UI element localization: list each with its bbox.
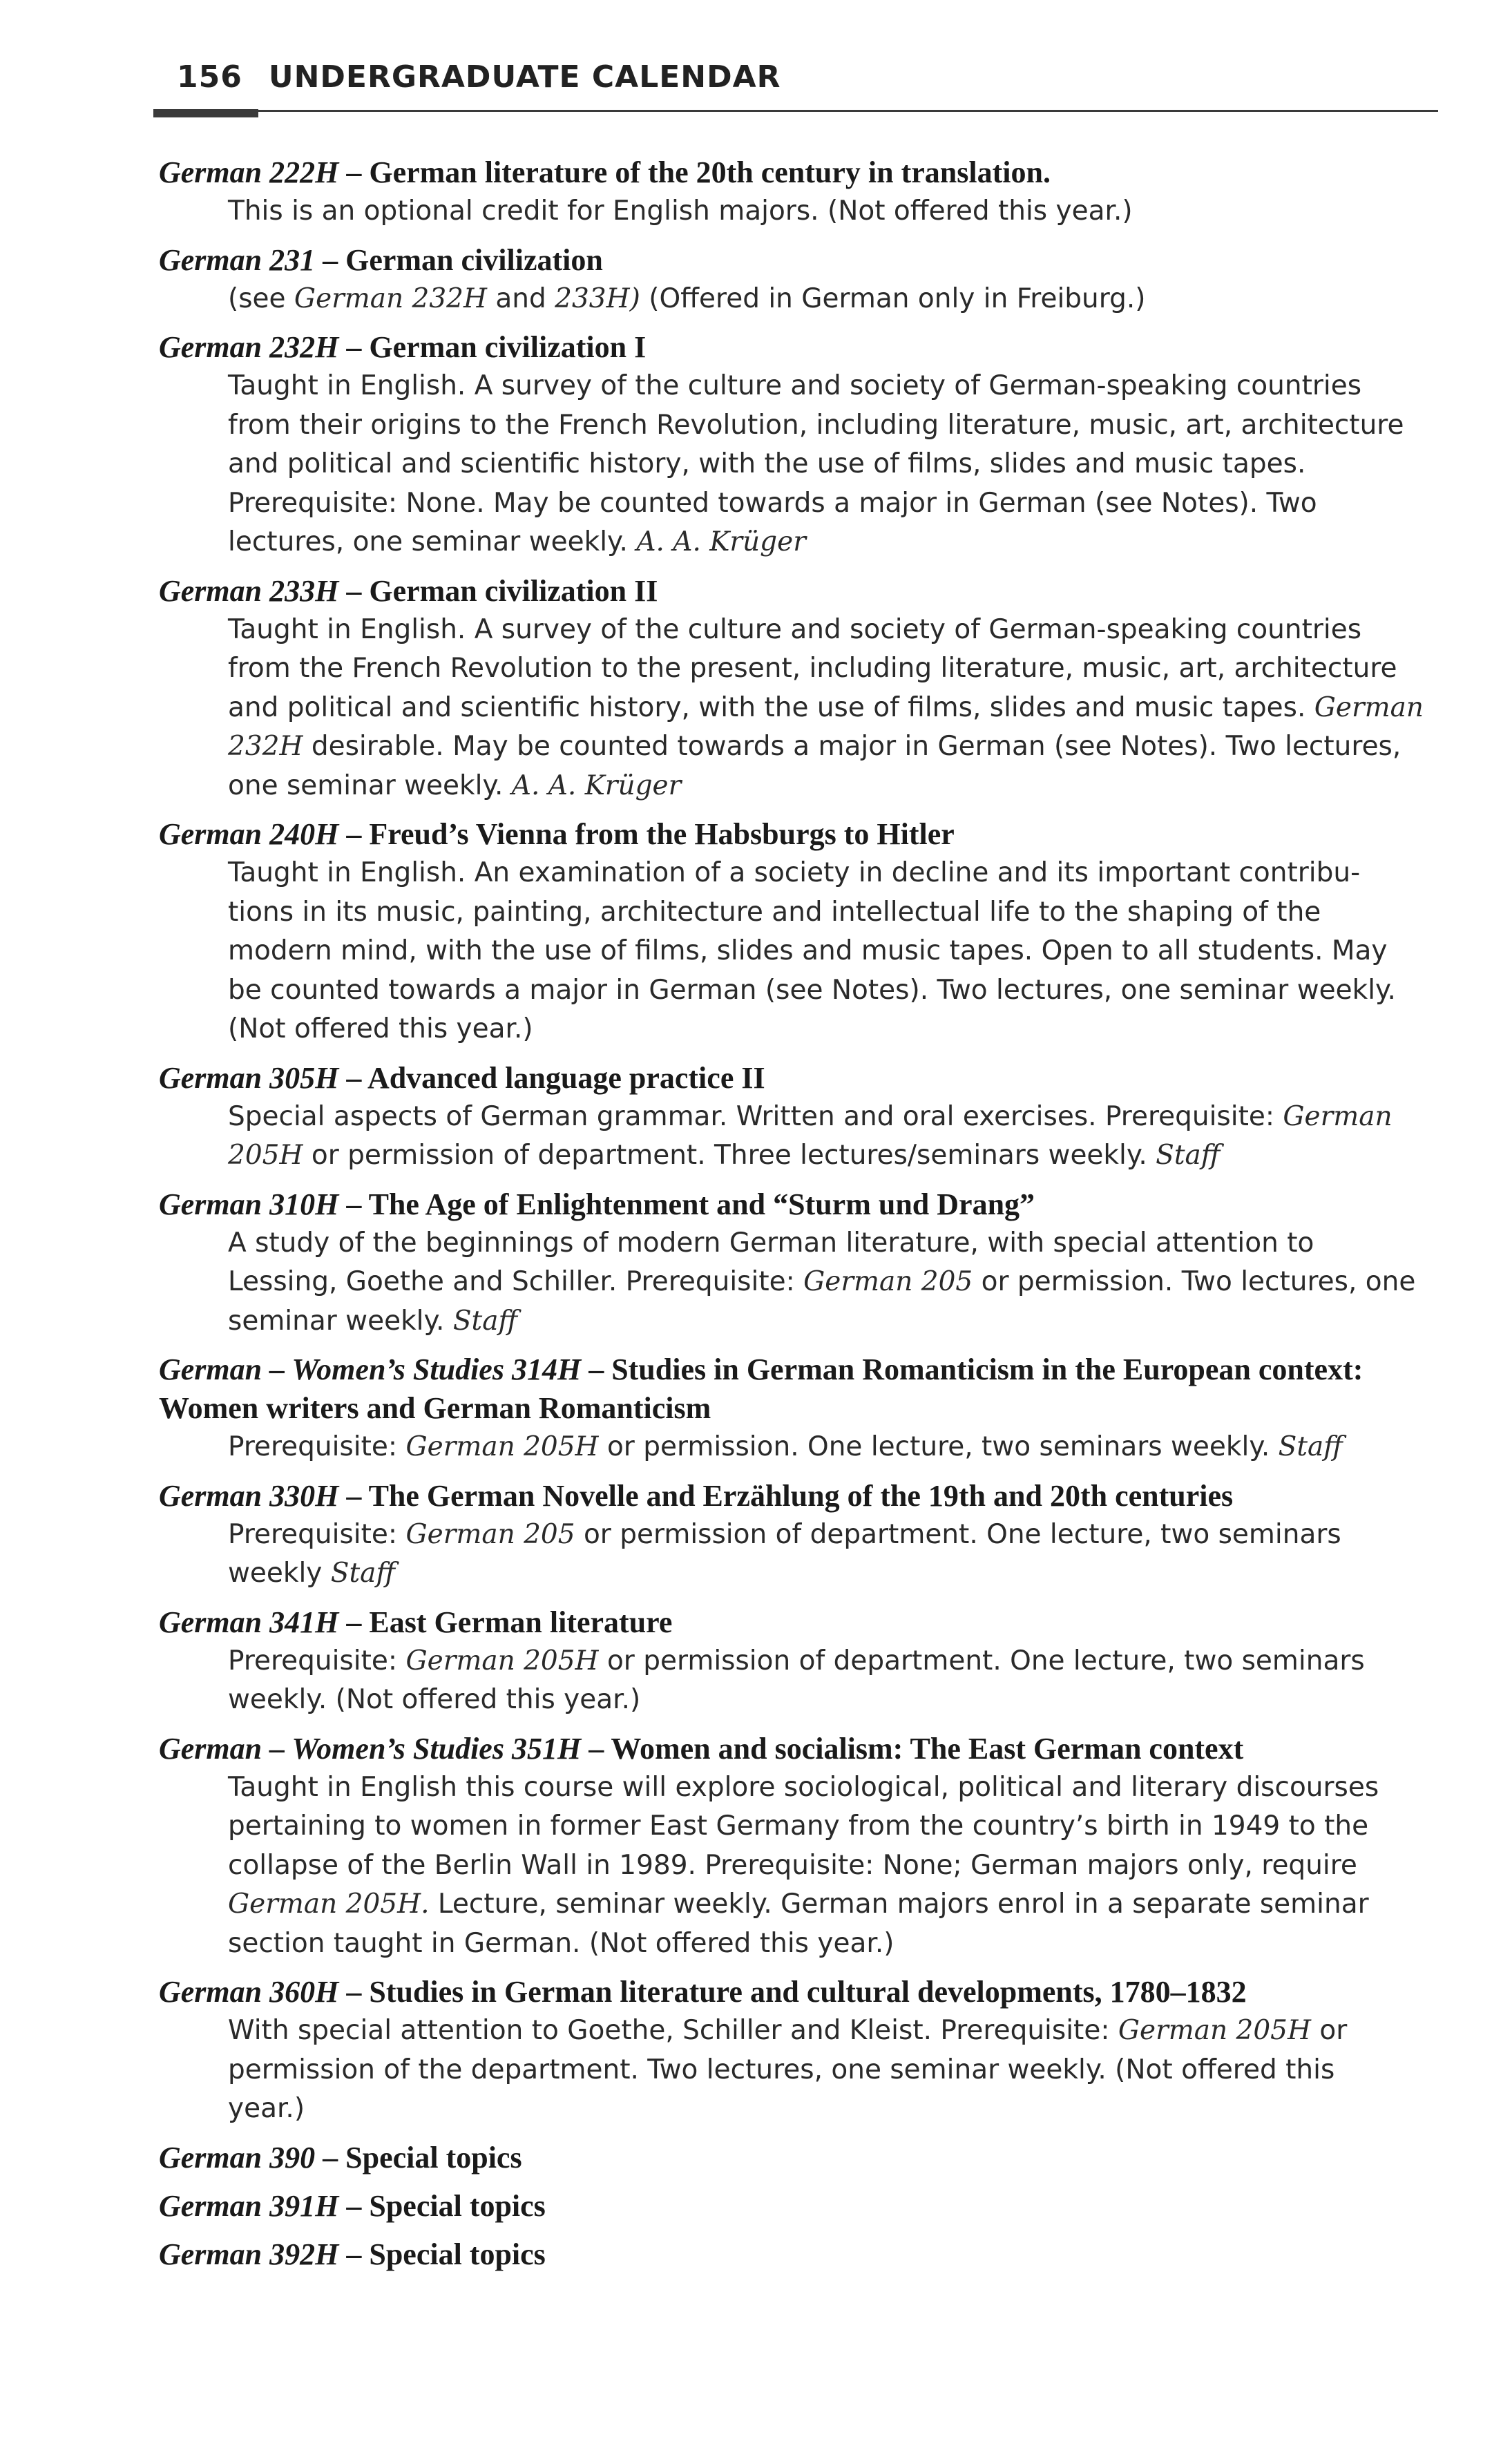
- description-italic-text: 233H): [555, 283, 640, 314]
- course-heading: [159, 572, 1457, 611]
- description-italic-text: German 205H: [1118, 2015, 1311, 2046]
- course-separator: –: [338, 1605, 370, 1639]
- course-entry: [159, 241, 1457, 319]
- description-italic-text: German 205: [803, 1266, 973, 1297]
- course-entry: [159, 2139, 1457, 2177]
- description-italic-text: German 205: [405, 1518, 575, 1550]
- course-title: Special topics: [369, 2188, 546, 2223]
- course-heading: [159, 1059, 1457, 1098]
- course-separator: –: [338, 155, 370, 189]
- course-entry: [159, 1059, 1457, 1176]
- course-description: [228, 611, 1457, 806]
- course-heading: [159, 815, 1457, 854]
- course-separator: –: [338, 573, 370, 608]
- description-text: or permission of department. One lecture, two seminars weekly. (Not offered this year.): [228, 1645, 1365, 1715]
- course-description: [228, 854, 1457, 1049]
- course-separator: –: [338, 817, 370, 851]
- course-code: German 305H: [159, 1060, 339, 1095]
- description-text: Prerequisite:: [228, 1431, 406, 1462]
- page-header: [177, 59, 781, 95]
- course-separator: –: [581, 1353, 612, 1386]
- description-text: This is an optional credit for English majors. (Not offered this year.): [228, 195, 1133, 227]
- course-title: East German literature: [369, 1605, 673, 1639]
- page-number: 156: [177, 59, 242, 95]
- course-code: German 222H: [159, 155, 339, 189]
- course-description: [228, 1642, 1457, 1720]
- course-code: German 360H: [159, 1975, 339, 2009]
- course-heading: [159, 1730, 1457, 1768]
- course-title: The German Novelle and Erzählung of the 19th and 20th centuries: [368, 1478, 1234, 1513]
- course-heading: [159, 2187, 1457, 2226]
- course-entry: [159, 1603, 1457, 1720]
- description-text: (see: [228, 283, 294, 314]
- course-title: German literature of the 20th century in translation.: [369, 155, 1051, 189]
- course-description: [228, 1098, 1457, 1176]
- course-heading: [159, 1350, 1457, 1428]
- course-heading: [159, 2139, 1457, 2177]
- course-description: [228, 367, 1457, 562]
- course-code: German 392H: [159, 2237, 339, 2271]
- course-heading: [159, 328, 1457, 367]
- description-text: or permission. One lecture, two seminars weekly.: [598, 1431, 1279, 1462]
- description-text: Prerequisite:: [228, 1645, 406, 1676]
- header-rule-accent: [153, 109, 258, 117]
- course-description: [228, 1768, 1457, 1964]
- course-description: [228, 1516, 1457, 1594]
- description-text: or permission of department. One lecture, two seminars weekly: [228, 1518, 1341, 1589]
- course-entry: [159, 1730, 1457, 1964]
- description-text: Taught in English. A survey of the culture and society of German-speaking countries from the French Revolution to the present, including literature, music, art, architecture and political and scientific history, with the use of films, slides and music tapes.: [228, 613, 1397, 723]
- course-code: German 330H: [159, 1478, 339, 1513]
- description-italic-text: A. A. Krüger: [636, 526, 806, 557]
- course-separator: –: [338, 1060, 367, 1095]
- course-heading: [159, 153, 1457, 192]
- course-heading: [159, 241, 1457, 280]
- course-heading: [159, 2235, 1457, 2274]
- course-description: [228, 2011, 1457, 2129]
- description-text: or permission of department. Three lectures/seminars weekly.: [303, 1140, 1156, 1171]
- course-code: German 310H: [159, 1187, 339, 1221]
- course-title: The Age of Enlightenment and “Sturm und Drang”: [368, 1187, 1035, 1221]
- description-italic-text: German 232H: [294, 283, 487, 314]
- description-text: desirable. May be counted towards a major in German (see Notes). Two lectures, one seminar weekly.: [228, 731, 1401, 801]
- description-text: A study of the beginnings of modern German literature, with special attention to Lessing, Goethe and Schiller. Prerequisite:: [228, 1227, 1314, 1297]
- description-italic-text: Staff: [452, 1305, 518, 1337]
- course-description: [228, 192, 1457, 231]
- course-title: German civilization: [345, 242, 603, 277]
- course-code: German 240H: [159, 817, 339, 851]
- course-separator: –: [338, 2237, 370, 2271]
- course-title: Special topics: [369, 2237, 546, 2271]
- course-code: German 233H: [159, 573, 339, 608]
- course-description: [228, 1428, 1457, 1467]
- course-heading: [159, 1477, 1457, 1516]
- description-text: Taught in English. An examination of a society in decline and its important contribu- tions in its music, painting, architecture and intellectual life to the shaping of the modern mind, with the use of films, slides and music tapes. Open to all students. May be counted towards a major in German (see Notes). Two lectures, one seminar weekly. (Not offered this year.): [228, 857, 1396, 1044]
- course-heading: [159, 1185, 1457, 1224]
- course-code: German 231: [159, 242, 316, 277]
- course-entry: [159, 2187, 1457, 2226]
- course-separator: –: [315, 2140, 346, 2175]
- description-text: or permission. Two lectures, one seminar weekly.: [228, 1266, 1416, 1337]
- course-description: [228, 1224, 1457, 1341]
- description-text: Taught in English this course will explore sociological, political and literary discourses pertaining to women in former East Germany from the country’s birth in 1949 to the collapse of the Berlin Wall in 1989. Prerequisite: None; German majors only, require: [228, 1771, 1379, 1881]
- course-title: German civilization II: [369, 573, 658, 608]
- course-title: Women and socialism: The East German context: [611, 1731, 1244, 1766]
- course-entry: [159, 572, 1457, 806]
- course-separator: –: [338, 1975, 370, 2009]
- course-separator: –: [338, 330, 370, 364]
- course-title: Freud’s Vienna from the Habsburgs to Hitler: [369, 817, 955, 851]
- running-title: UNDERGRADUATE CALENDAR: [268, 59, 781, 95]
- description-italic-text: Staff: [1156, 1140, 1221, 1171]
- course-title: Special topics: [345, 2140, 522, 2175]
- course-code: German – Women’s Studies 351H: [159, 1731, 582, 1766]
- course-separator: –: [338, 1187, 369, 1221]
- course-separator: –: [581, 1731, 611, 1766]
- course-code: German 341H: [159, 1605, 339, 1639]
- description-text: Prerequisite:: [228, 1518, 406, 1550]
- course-code: German 391H: [159, 2188, 339, 2223]
- description-italic-text: A. A. Krüger: [511, 770, 682, 801]
- course-entry: [159, 153, 1457, 231]
- description-italic-text: German 232H: [228, 691, 1424, 762]
- course-entry: [159, 1973, 1457, 2129]
- header-rule: [153, 110, 1438, 112]
- description-text: With special attention to Goethe, Schiller and Kleist. Prerequisite:: [228, 2015, 1118, 2046]
- course-code: German 390: [159, 2140, 316, 2175]
- course-title: Studies in German Romanticism in the European context: Women writers and German Romanticism: [159, 1353, 1363, 1425]
- course-entry: [159, 815, 1457, 1049]
- description-text: and: [487, 283, 555, 314]
- course-separator: –: [338, 1478, 369, 1513]
- description-text: (Offered in German only in Freiburg.): [640, 283, 1146, 314]
- course-entry: [159, 328, 1457, 562]
- course-title: Studies in German literature and cultural developments, 1780–1832: [369, 1975, 1247, 2009]
- description-text: Lecture, seminar weekly. German majors enrol in a separate seminar section taught in German. (Not offered this year.): [228, 1889, 1369, 1959]
- course-entry: [159, 1350, 1457, 1467]
- course-entry: [159, 1477, 1457, 1594]
- description-italic-text: German 205H: [405, 1431, 599, 1462]
- description-italic-text: Staff: [330, 1558, 396, 1589]
- course-entry: [159, 1185, 1457, 1341]
- description-italic-text: German 205H: [228, 1100, 1393, 1171]
- description-text: or permission of the department. Two lectures, one seminar weekly. (Not offered this year.): [228, 2015, 1348, 2124]
- course-description: [228, 280, 1457, 319]
- description-italic-text: German 205H: [405, 1645, 599, 1676]
- course-list: [159, 153, 1457, 2284]
- description-italic-text: Staff: [1278, 1431, 1343, 1462]
- course-heading: [159, 1603, 1457, 1642]
- course-heading: [159, 1973, 1457, 2011]
- description-text: Special aspects of German grammar. Written and oral exercises. Prerequisite:: [228, 1100, 1283, 1132]
- course-separator: –: [315, 242, 346, 277]
- course-entry: [159, 2235, 1457, 2274]
- course-code: German – Women’s Studies 314H: [159, 1353, 582, 1386]
- course-title: Advanced language practice II: [367, 1060, 765, 1095]
- description-italic-text: German 205H.: [228, 1889, 430, 1920]
- course-separator: –: [338, 2188, 370, 2223]
- description-text: Taught in English. A survey of the culture and society of German-speaking countries from their origins to the French Revolution, including literature, music, art, architecture and political and scientific history, with the use of films, slides and music tapes. Prerequisite: None. May be counted towards a major in German (see Notes). Two lectures, one seminar weekly.: [228, 370, 1404, 557]
- course-code: German 232H: [159, 330, 339, 364]
- course-title: German civilization I: [369, 330, 647, 364]
